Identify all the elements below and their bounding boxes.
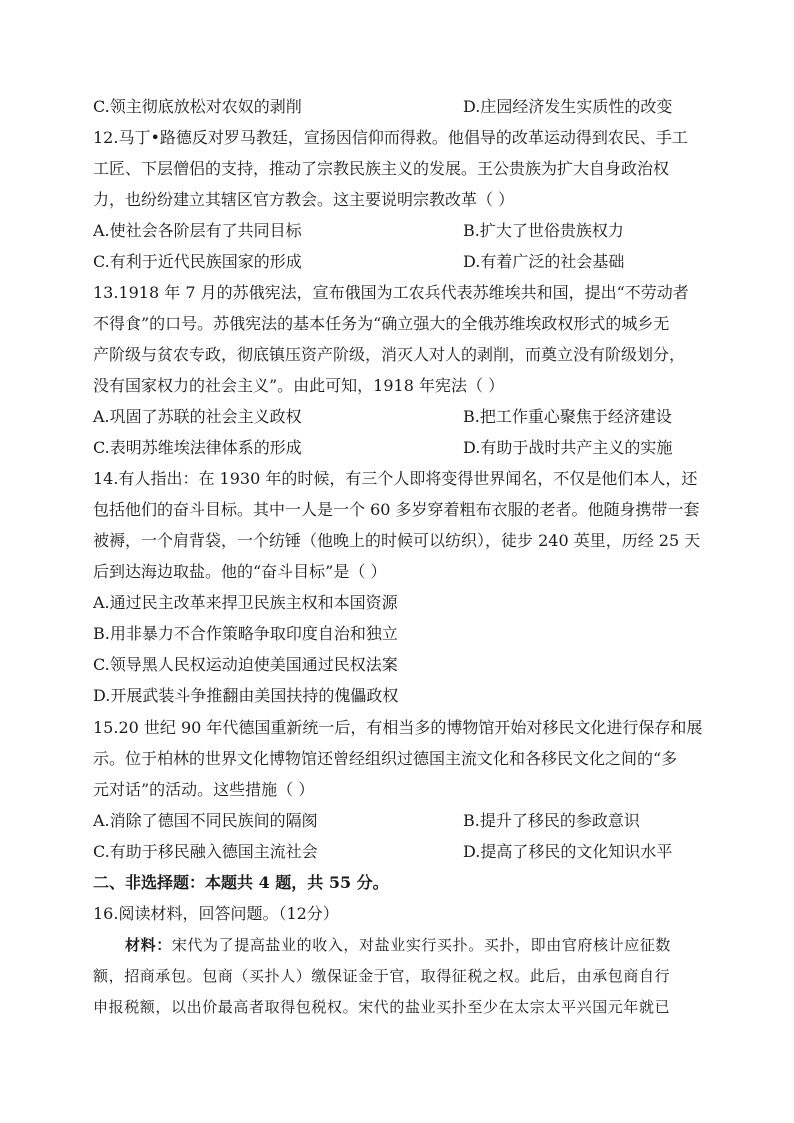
- q13-option-a: A.巩固了苏联的社会主义政权: [93, 407, 302, 426]
- q15-option-d: D.提高了移民的文化知识水平: [463, 842, 673, 861]
- q12-option-d: D.有着广泛的社会基础: [463, 252, 625, 271]
- q12-stem-line-1: 12.马丁•路德反对罗马教廷，宣扬因信仰而得救。他倡导的改革运动得到农民、手工: [93, 128, 688, 147]
- q13-option-d: D.有助于战时共产主义的实施: [463, 438, 673, 457]
- q13-option-b: B.把工作重心聚焦于经济建设: [463, 407, 672, 426]
- q12-stem-line-2: 工匠、下层僧侣的支持，推动了宗教民族主义的发展。王公贵族为扩大自身政治权: [93, 159, 670, 178]
- q14-stem-line-4: 后到达海边取盐。他的“奋斗目标”是（ ）: [93, 562, 387, 581]
- q16-material-line-3: 申报税额，以出价最高者取得包税权。宋代的盐业买扑至少在太宗太平兴国元年就已: [93, 998, 671, 1016]
- q12-option-c: C.有利于近代民族国家的形成: [93, 252, 302, 271]
- q12-option-a: A.使社会各阶层有了共同目标: [93, 221, 302, 240]
- q13-stem-line-3: 产阶级与贫农专政，彻底镇压资产阶级，消灭人对人的剥削，而奠立没有阶级划分，: [93, 345, 686, 364]
- q14-stem-line-2: 包括他们的奋斗目标。其中一人是一个 60 多岁穿着粗布衣服的老者。他随身携带一套: [93, 500, 700, 519]
- q15-option-c: C.有助于移民融入德国主流社会: [93, 842, 318, 861]
- q16-material-line-2: 额，招商承包。包商（买扑人）缴保证金于官，取得征税之权。此后，由承包商自行: [93, 967, 671, 985]
- q12-options-row-cd: [93, 252, 703, 272]
- q15-stem-line-2: 示。位于柏林的世界文化博物馆还曾经组织过德国主流文化和各移民文化之间的“多: [93, 749, 678, 768]
- q13-stem-line-4: 没有国家权力的社会主义”。由此可知，1918 年宪法（ ）: [93, 376, 505, 395]
- q13-options-row-cd: [93, 438, 703, 458]
- q15-options-row-cd: [93, 842, 703, 862]
- q14-option-b: B.用非暴力不合作策略争取印度自治和独立: [93, 624, 398, 643]
- q13-options-row-ab: [93, 407, 703, 427]
- q16-material-label: 材料：: [125, 936, 172, 954]
- q16-material-line-1: [93, 935, 735, 955]
- q16-prompt: 16.阅读材料，回答问题。（12分）: [93, 904, 339, 923]
- q11-option-d: D.庄园经济发生实质性的改变: [463, 97, 673, 116]
- q15-options-row-ab: [93, 811, 703, 831]
- q14-stem-line-1: 14.有人指出：在 1930 年的时候，有三个人即将变得世界闻名，不仅是他们本人，还: [93, 469, 698, 488]
- q14-option-a: A.通过民主改革来捍卫民族主权和本国资源: [93, 593, 398, 612]
- q11-options-row-cd: [93, 97, 703, 117]
- q13-stem-line-1: 13.1918 年 7 月的苏俄宪法，宣布俄国为工农兵代表苏维埃共和国，提出“不劳动者: [93, 283, 689, 302]
- q15-option-b: B.提升了移民的参政意识: [463, 811, 640, 830]
- q15-option-a: A.消除了德国不同民族间的隔阂: [93, 811, 318, 830]
- q14-stem-line-3: 被褥，一个肩背袋，一个纺锤（他晚上的时候可以纺织），徒步 240 英里，历经 25 天: [93, 531, 701, 550]
- q14-option-d: D.开展武装斗争推翻由美国扶持的傀儡政权: [93, 686, 399, 705]
- q12-options-row-ab: [93, 221, 703, 241]
- q11-option-c: C.领主彻底放松对农奴的剥削: [93, 97, 302, 116]
- q14-option-c: C.领导黑人民权运动迫使美国通过民权法案: [93, 655, 398, 674]
- q15-stem-line-1: 15.20 世纪 90 年代德国重新统一后，有相当多的博物馆开始对移民文化进行保存和展: [93, 718, 703, 737]
- q15-stem-line-3: 元对话”的活动。这些措施（ ）: [93, 780, 315, 799]
- q16-material-text-1: 宋代为了提高盐业的收入，对盐业实行买扑。买扑，即由官府核计应征数: [171, 936, 672, 954]
- q13-stem-line-2: 不得食”的口号。苏俄宪法的基本任务为“确立强大的全俄苏维埃政权形式的城乡无: [93, 314, 670, 333]
- section-heading: 二、非选择题：本题共 4 题，共 55 分。: [93, 873, 389, 892]
- q12-stem-line-3: 力，也纷纷建立其辖区官方教会。这主要说明宗教改革（ ）: [93, 190, 515, 209]
- q13-option-c: C.表明苏维埃法律体系的形成: [93, 438, 302, 457]
- q12-option-b: B.扩大了世俗贵族权力: [463, 221, 624, 240]
